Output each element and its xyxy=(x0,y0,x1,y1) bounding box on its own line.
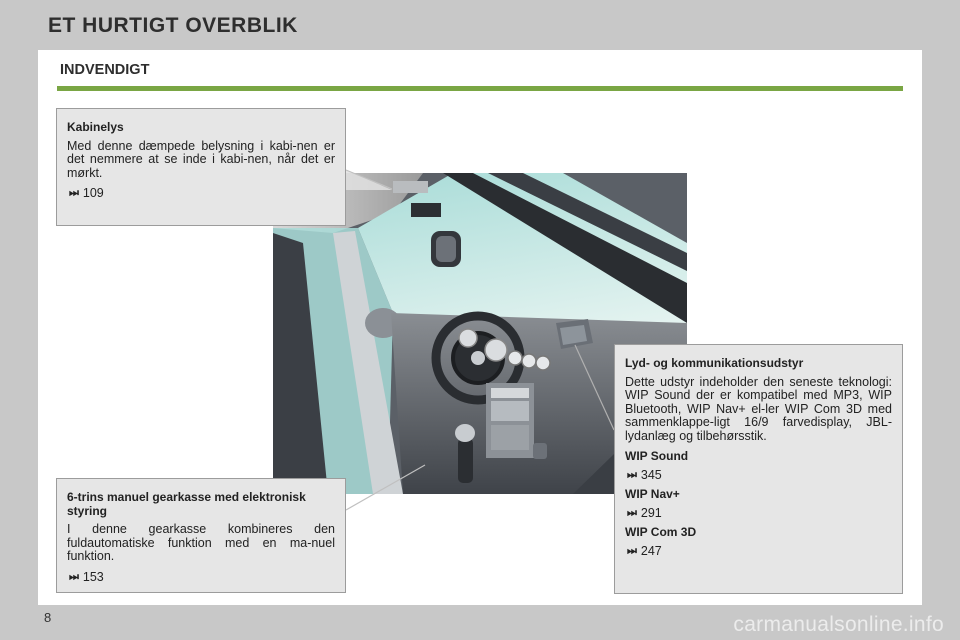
wip-sound-page-ref: 345 xyxy=(640,467,662,482)
gearbox-text: I denne gearkasse kombineres den fuldautomatiske funktion med en ma-nuel funktion. xyxy=(67,522,335,563)
watermark: carmanualsonline.info xyxy=(733,613,944,636)
wip-com-label: WIP Com 3D xyxy=(625,525,697,539)
page-number: 8 xyxy=(44,610,52,625)
audio-text: Dette udstyr indeholder den seneste teknologi: WIP Sound der er kompatibel med MP3, WIP Bluetooth, WIP Nav+ el-ler WIP Com 3D med sammenklappe-ligt 16/9 farvedisplay, JBL-lydanlæg og tilbehørsstik. xyxy=(625,374,892,443)
page-reference-icon: ⏭ xyxy=(627,506,635,519)
right-margin-strip xyxy=(922,50,960,605)
page-reference-icon: ⏭ xyxy=(627,468,635,481)
gearbox-box xyxy=(56,478,346,593)
wip-nav-label: WIP Nav+ xyxy=(625,487,680,501)
wip-sound-reference[interactable] xyxy=(627,469,892,483)
wip-sound-label: WIP Sound xyxy=(625,449,689,463)
page-reference-icon: ⏭ xyxy=(627,544,635,557)
cabin-light-reference[interactable] xyxy=(69,187,335,201)
page-header-title: ET HURTIGT OVERBLIK xyxy=(48,14,298,37)
gearbox-title: 6-trins manuel gearkasse med elektronisk styring xyxy=(67,490,306,518)
cabin-light-title: Kabinelys xyxy=(67,120,124,134)
wip-nav-reference[interactable] xyxy=(627,507,892,521)
section-title: INDVENDIGT xyxy=(60,62,150,78)
wip-nav-page-ref: 291 xyxy=(640,505,662,520)
cabin-light-text: Med denne dæmpede belysning i kabi-nen er det nemmere at se inde i kabi-nen, når det er mørkt. xyxy=(67,138,335,180)
gearbox-page-ref: 153 xyxy=(82,569,104,584)
gearbox-reference[interactable] xyxy=(69,571,335,585)
left-margin-strip xyxy=(0,50,38,605)
audio-communication-box xyxy=(614,344,903,594)
cabin-light-page-ref: 109 xyxy=(82,186,104,200)
wip-com-reference[interactable] xyxy=(627,545,892,559)
page-reference-icon: ⏭ xyxy=(69,570,77,583)
audio-title: Lyd- og kommunikationsudstyr xyxy=(625,356,804,370)
cabin-light-box xyxy=(56,108,346,226)
wip-com-page-ref: 247 xyxy=(640,543,662,558)
page-reference-icon: ⏭ xyxy=(69,187,77,199)
section-divider xyxy=(57,86,903,91)
